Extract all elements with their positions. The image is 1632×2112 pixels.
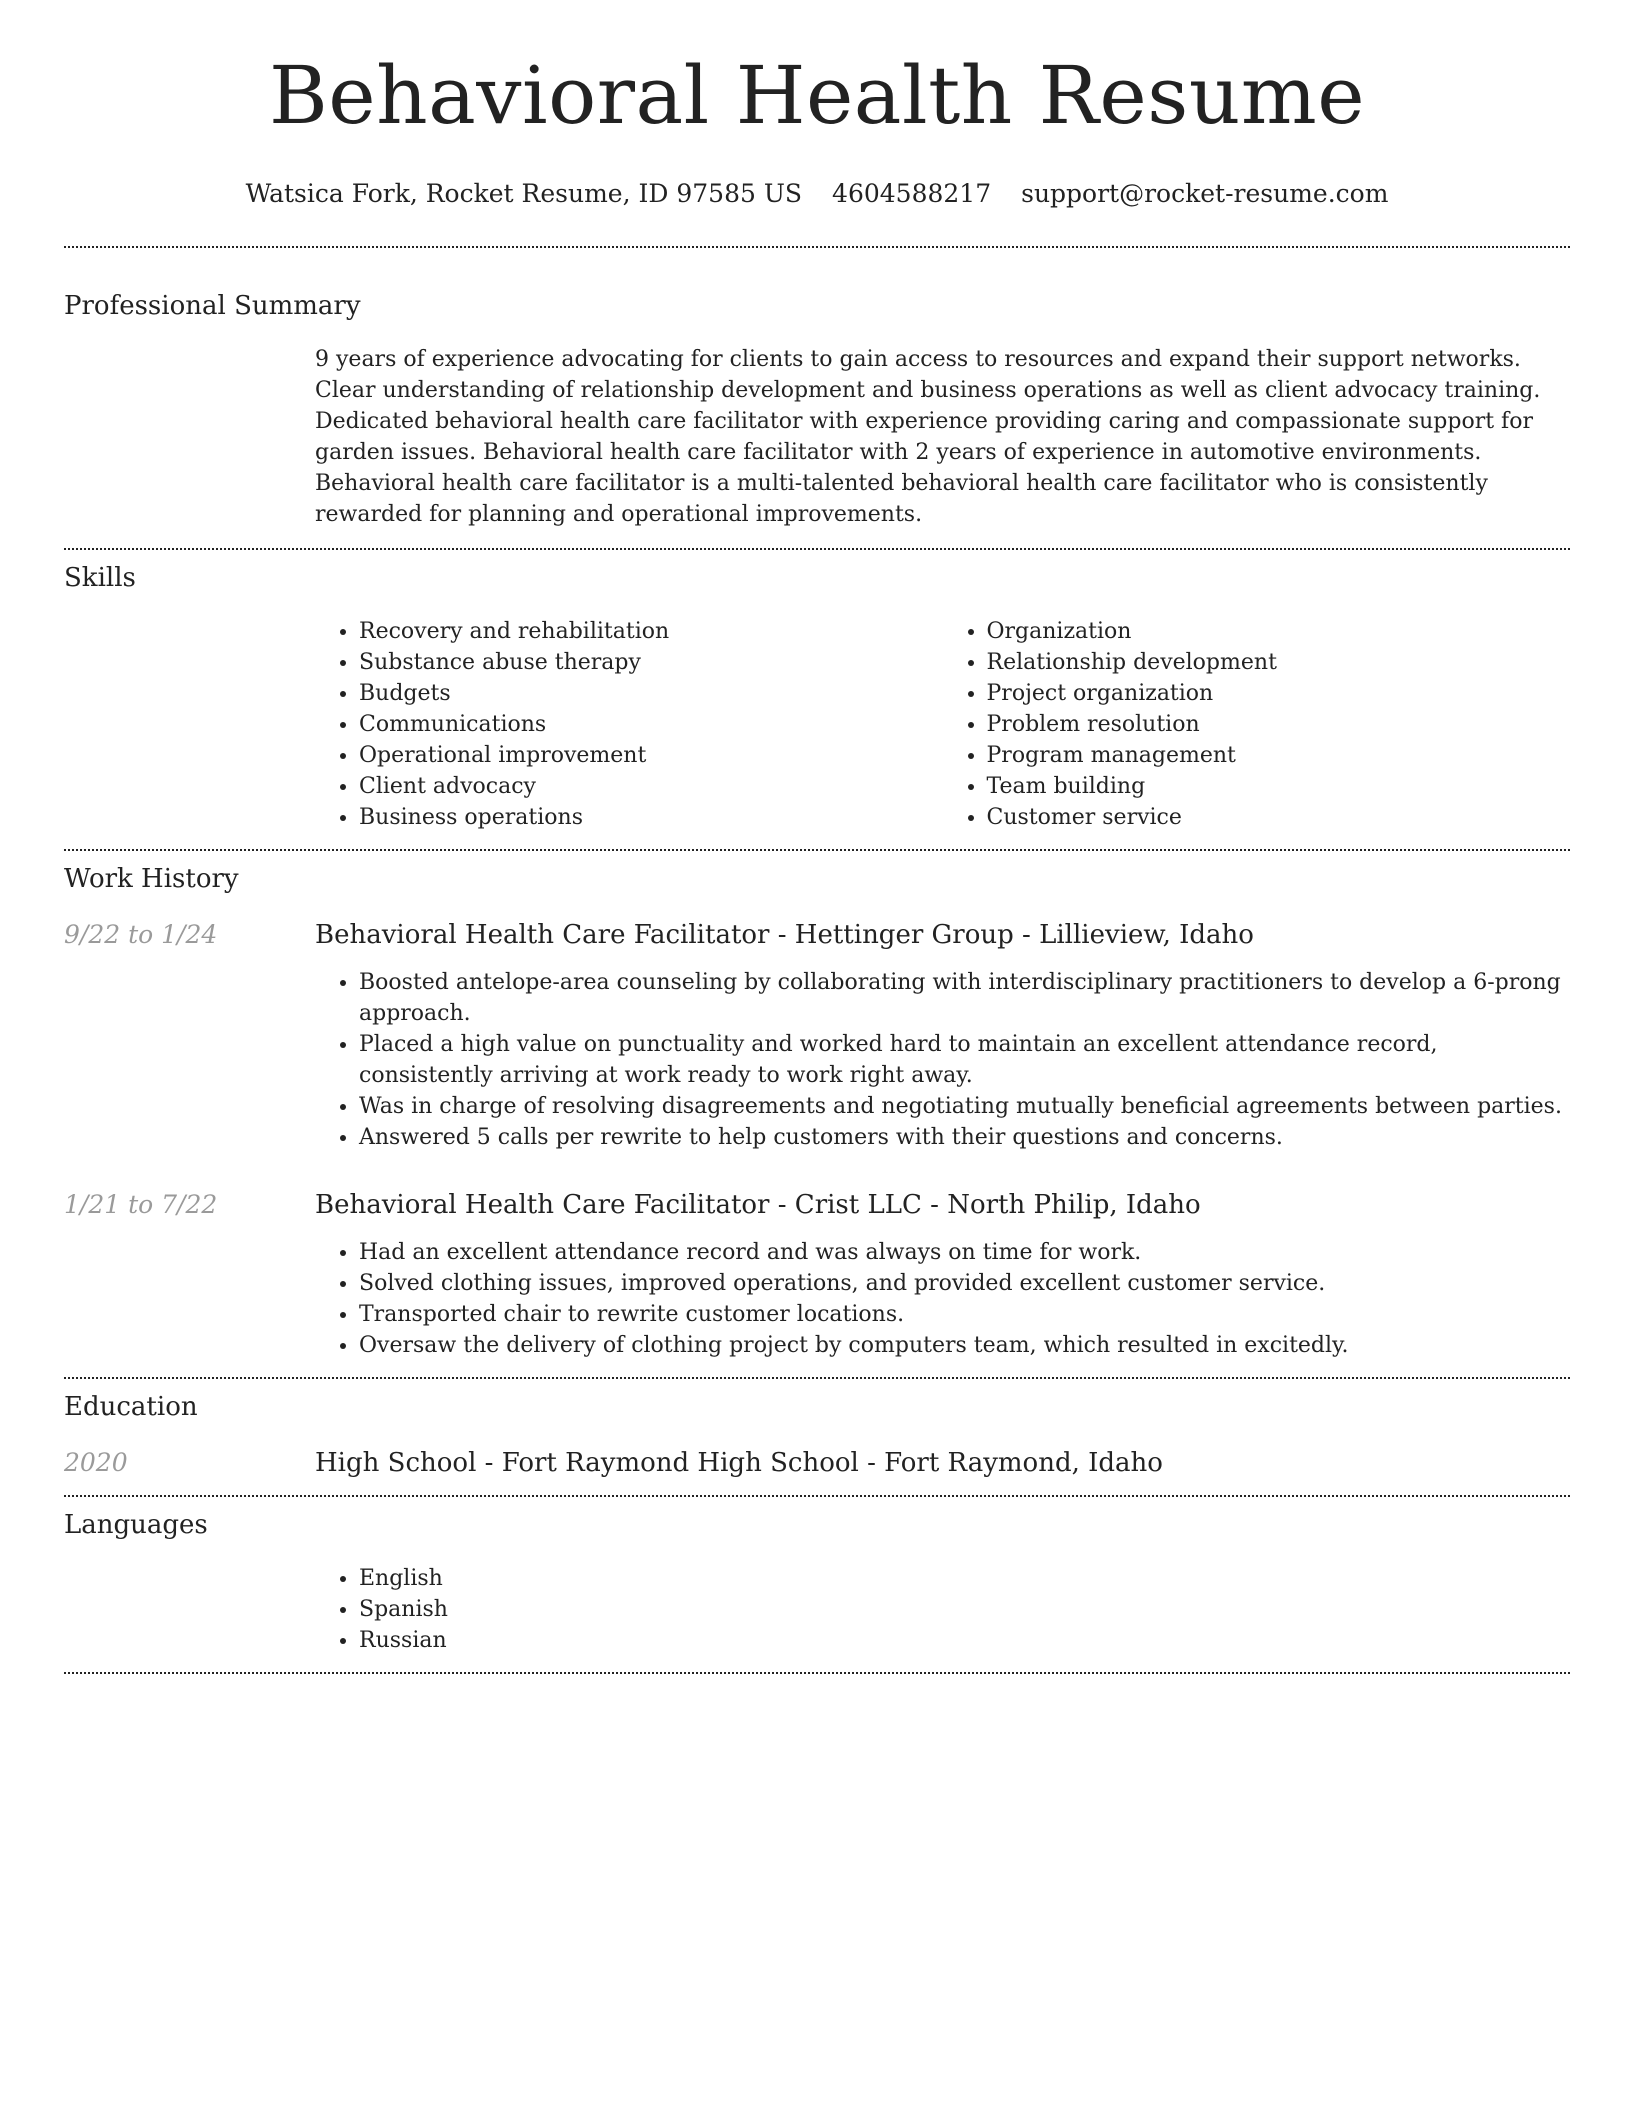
- list-item: • Team building: [987, 771, 1571, 802]
- skills-list-right: [943, 616, 1571, 833]
- list-item: • Client advocacy: [359, 771, 943, 802]
- job-dates: 1/21 to 7/22: [64, 1190, 218, 1219]
- list-item: • Operational improvement: [359, 740, 943, 771]
- section-languages: [64, 1497, 1570, 1672]
- skills-list-left: [315, 616, 943, 833]
- contact-line: [64, 178, 1570, 210]
- job-entry: [64, 919, 1570, 1153]
- education-entry: [64, 1447, 1570, 1479]
- list-item: • Recovery and rehabilitation: [359, 616, 943, 647]
- list-item: • Boosted antelope-area counseling by collaborating with interdisciplinary practitioners to develop a 6-prong approach.: [359, 967, 1570, 1029]
- list-item: • Budgets: [359, 678, 943, 709]
- list-item: • Russian: [359, 1625, 1570, 1656]
- section-education: [64, 1379, 1570, 1495]
- list-item: • English: [359, 1563, 1570, 1594]
- list-item: • Relationship development: [987, 647, 1571, 678]
- languages-list: [315, 1563, 1570, 1656]
- section-title-languages: Languages: [64, 1510, 208, 1540]
- list-item: • Project organization: [987, 678, 1571, 709]
- section-title-education: Education: [64, 1392, 198, 1422]
- job-heading: Behavioral Health Care Facilitator - Hettinger Group - Lillieview, Idaho: [315, 920, 1254, 950]
- list-item: • Substance abuse therapy: [359, 647, 943, 678]
- section-title-skills: Skills: [64, 563, 136, 593]
- list-item: • Was in charge of resolving disagreements and negotiating mutually beneficial agreements between parties.: [359, 1091, 1570, 1122]
- contact-address: Watsica Fork, Rocket Resume, ID 97585 US: [245, 179, 803, 208]
- section-title-work: Work History: [64, 864, 239, 894]
- job-bullets: [315, 1237, 1570, 1361]
- contact-email: support@rocket-resume.com: [1021, 179, 1389, 208]
- list-item: • Communications: [359, 709, 943, 740]
- summary-text: 9 years of experience advocating for clients to gain access to resources and expand their support networks. Clear understanding of relationship development and business operations as well as client advocacy training. Dedicated behavioral health care facilitator with experience providing caring and compassionate support for garden issues. Behavioral health care facilitator with 2 years of experience in automotive environments. Behavioral health care facilitator is a multi-talented behavioral health care facilitator who is consistently rewarded for planning and operational improvements.: [315, 347, 1541, 527]
- list-item: • Solved clothing issues, improved operations, and provided excellent customer service.: [359, 1268, 1570, 1299]
- resume-page: [64, 0, 1570, 1674]
- list-item: • Customer service: [987, 802, 1571, 833]
- education-heading: High School - Fort Raymond High School - Fort Raymond, Idaho: [315, 1448, 1163, 1478]
- languages-divider: [64, 1672, 1570, 1674]
- job-bullets: [315, 967, 1570, 1153]
- job-heading: Behavioral Health Care Facilitator - Crist LLC - North Philip, Idaho: [315, 1190, 1201, 1220]
- list-item: • Answered 5 calls per rewrite to help customers with their questions and concerns.: [359, 1122, 1570, 1153]
- list-item: • Program management: [987, 740, 1571, 771]
- section-title-summary: Professional Summary: [64, 291, 361, 321]
- skills-columns: [315, 616, 1570, 833]
- resume-title: Behavioral Health Resume: [268, 49, 1366, 142]
- list-item: • Problem resolution: [987, 709, 1571, 740]
- list-item: • Had an excellent attendance record and was always on time for work.: [359, 1237, 1570, 1268]
- list-item: • Oversaw the delivery of clothing project by computers team, which resulted in excitedly.: [359, 1330, 1570, 1361]
- list-item: • Business operations: [359, 802, 943, 833]
- section-work-history: [64, 851, 1570, 1377]
- section-skills: [64, 550, 1570, 849]
- education-year: 2020: [64, 1448, 128, 1477]
- list-item: • Spanish: [359, 1594, 1570, 1625]
- section-professional-summary: [64, 248, 1570, 548]
- job-entry: [64, 1189, 1570, 1361]
- job-dates: 9/22 to 1/24: [64, 920, 218, 949]
- contact-phone: 4604588217: [832, 179, 992, 208]
- list-item: • Transported chair to rewrite customer locations.: [359, 1299, 1570, 1330]
- list-item: • Placed a high value on punctuality and worked hard to maintain an excellent attendance record, consistently arriving at work ready to work right away.: [359, 1029, 1570, 1091]
- list-item: • Organization: [987, 616, 1571, 647]
